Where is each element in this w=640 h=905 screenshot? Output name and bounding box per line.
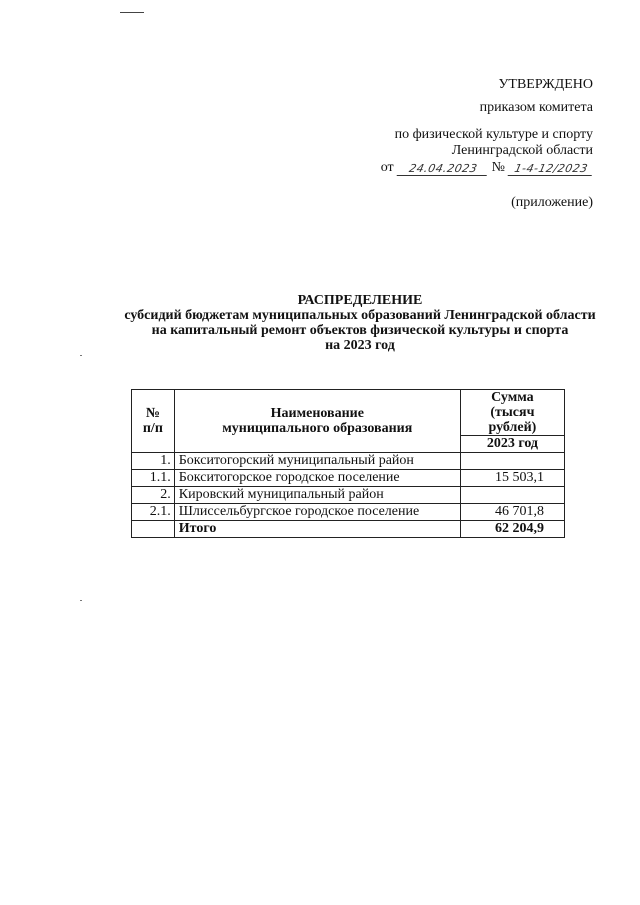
header-sum-line-2: (тысяч рублей) xyxy=(488,405,537,435)
row-name: Шлиссельбургское городское поселение xyxy=(174,504,460,521)
row-number: 2.1. xyxy=(132,504,175,521)
total-sum: 62 204,9 xyxy=(460,521,564,538)
heading-line-2: на капитальный ремонт объектов физической культуры и спорта xyxy=(151,323,569,338)
header-year: 2023 год xyxy=(460,436,564,453)
committee-label: по физической культуре и спорту xyxy=(394,127,593,142)
header-sum xyxy=(460,390,564,436)
header-name xyxy=(174,390,460,453)
row-name: Бокситогорское городское поселение xyxy=(174,470,460,487)
row-number: 1.1. xyxy=(132,470,175,487)
approval-block xyxy=(381,77,593,211)
order-label: приказом комитета xyxy=(479,100,593,115)
row-sum: 15 503,1 xyxy=(460,470,564,487)
appendix-label: (приложение) xyxy=(511,195,593,210)
scan-mark xyxy=(120,12,144,13)
row-name: Бокситогорский муниципальный район xyxy=(174,453,460,470)
total-label: Итого xyxy=(174,521,460,538)
header-name-line-2: муниципального образования xyxy=(222,421,413,436)
row-number: 2. xyxy=(132,487,175,504)
header-sum-line-1: Сумма xyxy=(491,390,534,405)
document-heading xyxy=(100,293,620,353)
heading-line-1: субсидий бюджетам муниципальных образований Ленинградской области xyxy=(124,308,596,323)
scan-dot xyxy=(80,355,82,356)
row-sum xyxy=(460,453,564,470)
handwritten-date: 24.04.2023 xyxy=(396,163,489,176)
heading-line-3: на 2023 год xyxy=(325,338,395,353)
table-row xyxy=(132,470,565,487)
order-date-number xyxy=(381,160,593,176)
table-row xyxy=(132,504,565,521)
region-label: Ленинградской области xyxy=(451,143,593,158)
approved-label: УТВЕРЖДЕНО xyxy=(498,77,593,92)
heading-title: РАСПРЕДЕЛЕНИЕ xyxy=(297,293,423,308)
date-prefix: от xyxy=(380,160,394,175)
handwritten-number: 1-4-12/2023 xyxy=(508,163,595,176)
row-number: 1. xyxy=(132,453,175,470)
total-row xyxy=(132,521,565,538)
header-number-line-2: п/п xyxy=(142,421,163,436)
distribution-table xyxy=(131,389,565,538)
header-number-line-1: № xyxy=(145,406,160,421)
scan-dot xyxy=(80,600,82,601)
header-number xyxy=(132,390,175,453)
table-row xyxy=(132,453,565,470)
row-sum: 46 701,8 xyxy=(460,504,564,521)
table-row xyxy=(132,487,565,504)
total-number-cell xyxy=(132,521,175,538)
header-name-line-1: Наименование xyxy=(270,406,364,421)
row-sum xyxy=(460,487,564,504)
number-prefix: № xyxy=(491,160,505,175)
row-name: Кировский муниципальный район xyxy=(174,487,460,504)
